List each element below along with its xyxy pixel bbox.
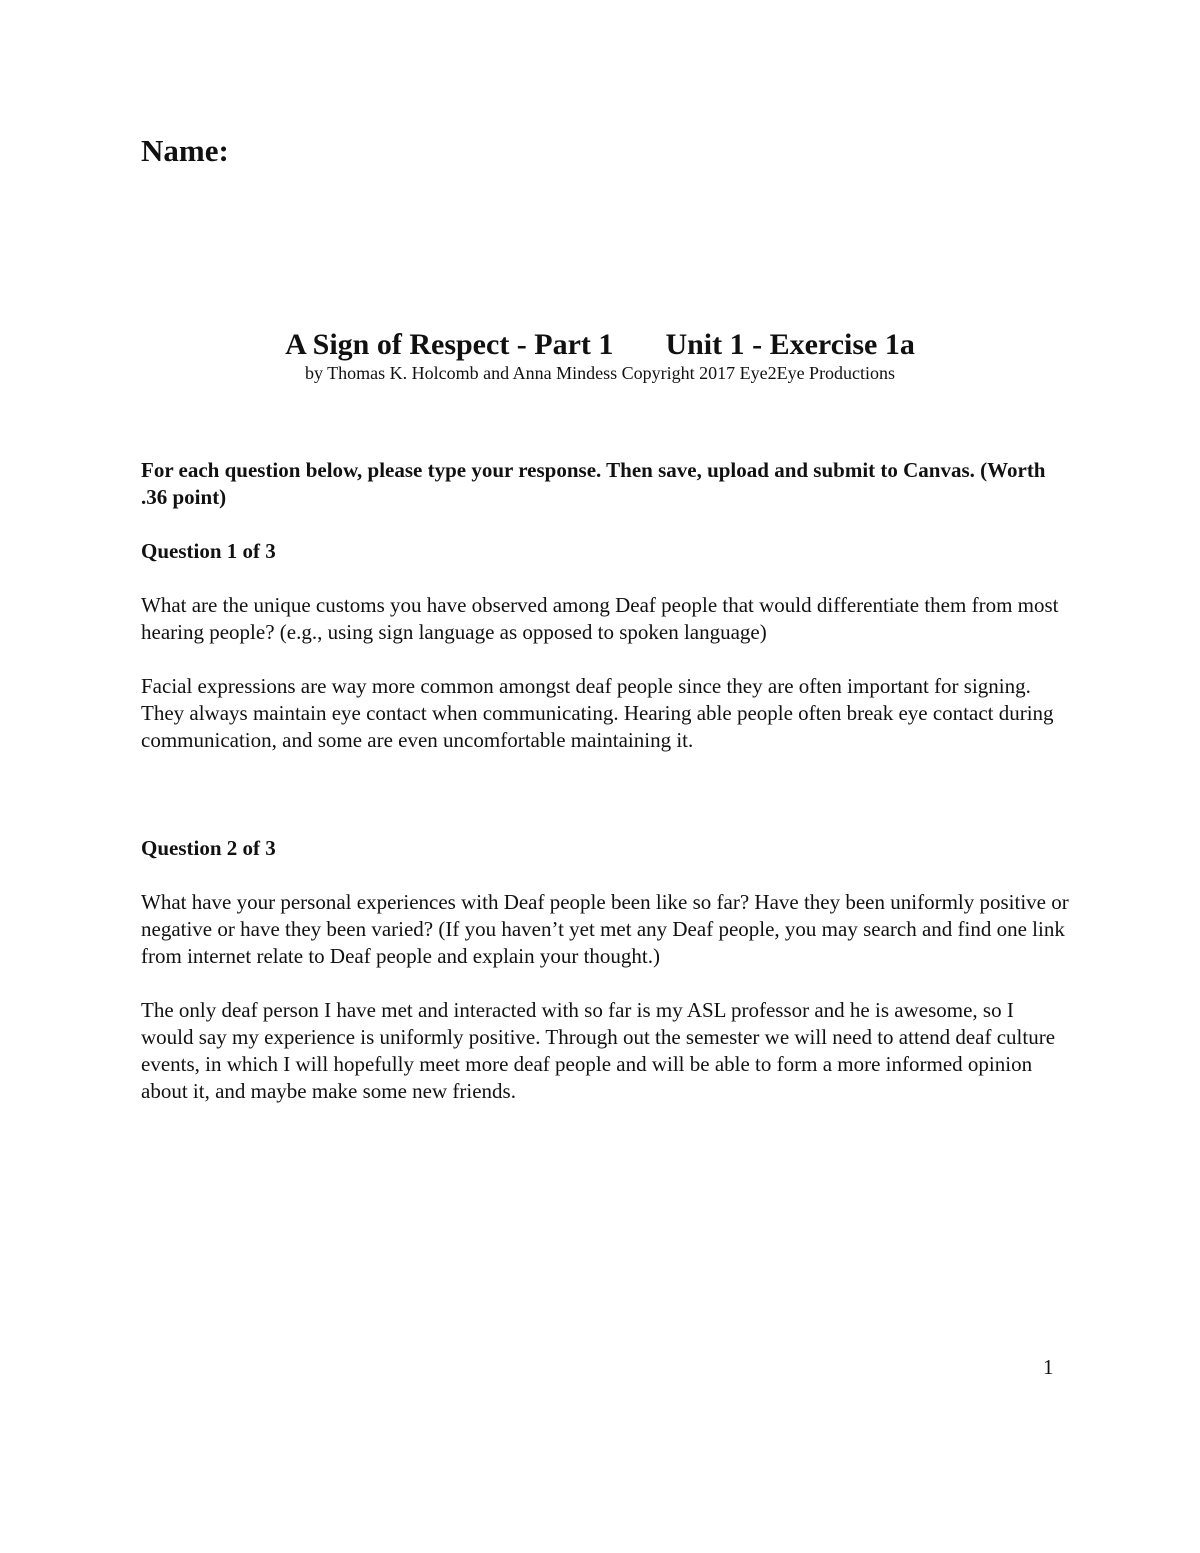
question-2-heading: Question 2 of 3 (141, 836, 276, 860)
question-2-answer: The only deaf person I have met and interacted with so far is my ASL professor and he is awesome, so I would say my experience is uniformly positive. Through out the semester we will need to attend deaf culture events, in which I will hopefully meet more deaf people and will be able to form a more informed opinion about it, and maybe make some new friends. (141, 998, 1056, 1103)
title-part: A Sign of Respect - Part 1 (285, 328, 614, 361)
page-number: 1 (1043, 1355, 1054, 1379)
question-1-heading: Question 1 of 3 (141, 539, 276, 563)
name-label: Name: (141, 133, 229, 168)
title-unit: Unit 1 - Exercise 1a (665, 328, 915, 361)
document-body (141, 457, 1071, 1105)
instructions: For each question below, please type your response. Then save, upload and submit to Canvas. (Worth .36 point) (141, 458, 1046, 509)
question-1-answer: Facial expressions are way more common amongst deaf people since they are often important for signing. They always maintain eye contact when communicating. Hearing able people often break eye contact during communication, and some are even uncomfortable maintaining it. (141, 674, 1054, 752)
document-title (0, 326, 1200, 364)
byline: by Thomas K. Holcomb and Anna Mindess Copyright 2017 Eye2Eye Productions (304, 363, 896, 383)
question-1-prompt: What are the unique customs you have observed among Deaf people that would differentiate them from most hearing people? (e.g., using sign language as opposed to spoken language) (141, 593, 1059, 644)
question-2-prompt: What have your personal experiences with Deaf people been like so far? Have they been uniformly positive or negative or have they been varied? (If you haven’t yet met any Deaf people, you may search and find one link from internet relate to Deaf people and explain your thought.) (141, 890, 1069, 968)
